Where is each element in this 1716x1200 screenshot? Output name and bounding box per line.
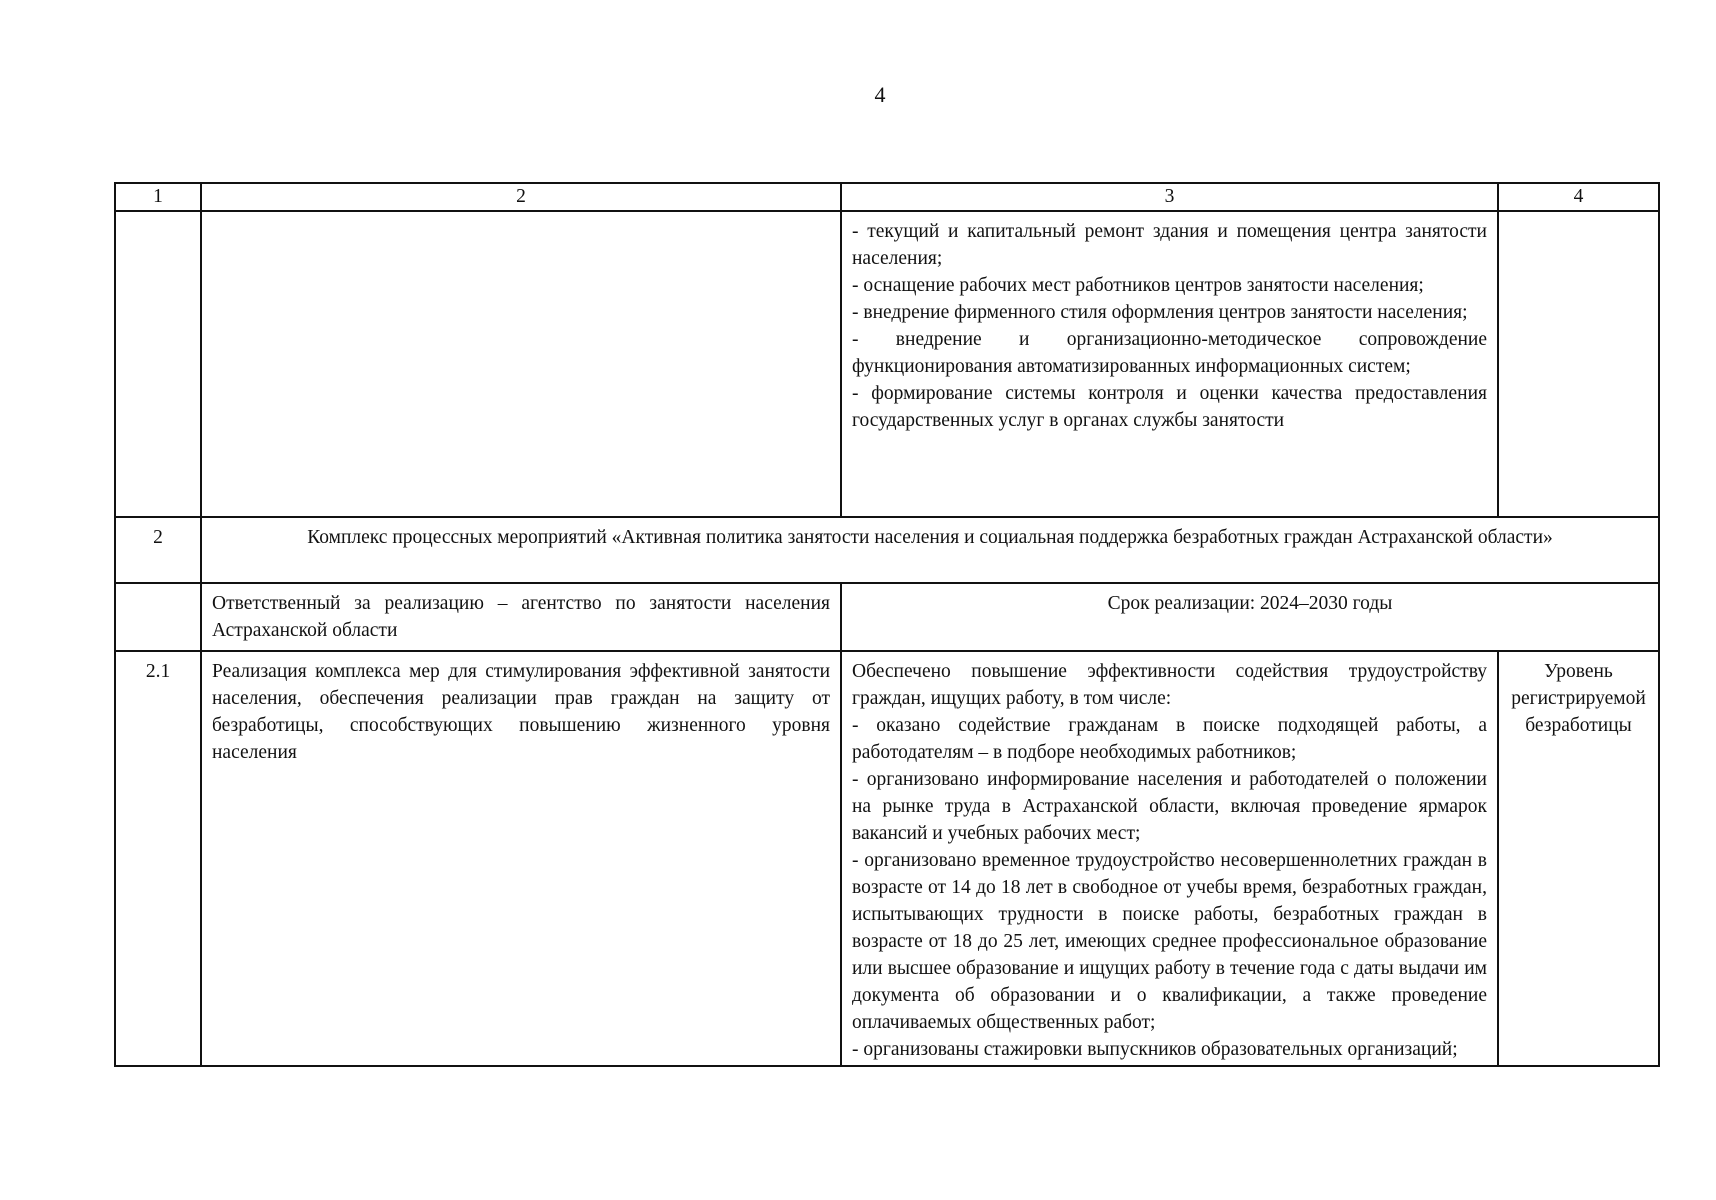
responsibility-row — [115, 583, 1659, 651]
result-item: - организовано временное трудоустройство несовершеннолетних граждан в возрасте от 14 до 18 лет в свободное от учебы время, безработных граждан, испытывающих трудности в поиске работы, безработных граждан в возрасте от 18 до 25 лет, имеющих среднее профессиональное образование или высшее образование и ищущих работу в течение года с даты выдачи им документа об образовании и о квалификации, а также проведение оплачиваемых общественных работ; — [852, 850, 1487, 1033]
column-number-2: 2 — [201, 183, 841, 211]
result-item: - организовано информирование населения и работодателей о положении на рынке труда в Астраханской области, включая проведение ярмарок вакансий и учебных рабочих мест; — [852, 769, 1487, 844]
result-item: - оказано содействие гражданам в поиске подходящей работы, а работодателям – в подборе необходимых работников; — [852, 715, 1487, 763]
results-intro: Обеспечено повышение эффективности содействия трудоустройству граждан, ищущих работу, в том числе: — [852, 661, 1487, 709]
page-number: 4 — [874, 82, 886, 107]
expected-results — [841, 651, 1498, 1066]
result-item: - организованы стажировки выпускников образовательных организаций; — [852, 1039, 1458, 1060]
measure-item: - внедрение и организационно-методическое сопровождение функционирования автоматизированных информационных систем; — [852, 329, 1487, 377]
responsible-party: Ответственный за реализацию – агентство по занятости населения Астраханской области — [201, 583, 841, 651]
measures-table — [114, 182, 1660, 1067]
column-number-3: 3 — [841, 183, 1498, 211]
measure-item: - текущий и капитальный ремонт здания и помещения центра занятости населения; — [852, 221, 1487, 269]
measure-item: - формирование системы контроля и оценки качества предоставления государственных услуг в органах службы занятости — [852, 383, 1487, 431]
table-row — [115, 651, 1659, 1066]
task-description: Реализация комплекса мер для стимулирования эффективной занятости населения, обеспечения реализации прав граждан на защиту от безработицы, способствующих повышению жизненного уровня населения — [201, 651, 841, 1066]
continuation-cell-2 — [201, 211, 841, 517]
indicator: Уровень регистрируемой безработицы — [1498, 651, 1659, 1066]
continuation-cell-4 — [1498, 211, 1659, 517]
column-number-row — [115, 183, 1659, 211]
implementation-deadline: Срок реализации: 2024–2030 годы — [841, 583, 1659, 651]
section-row — [115, 517, 1659, 583]
continuation-row — [115, 211, 1659, 517]
column-number-4: 4 — [1498, 183, 1659, 211]
section-title: Комплекс процессных мероприятий «Активная политика занятости населения и социальная поддержка безработных граждан Астраханской области» — [201, 517, 1659, 583]
continuation-cell-1 — [115, 211, 201, 517]
measure-item: - внедрение фирменного стиля оформления центров занятости населения; — [852, 302, 1468, 323]
row-number: 2.1 — [115, 651, 201, 1066]
column-number-1: 1 — [115, 183, 201, 211]
section-number: 2 — [115, 517, 201, 583]
responsibility-number-cell — [115, 583, 201, 651]
continuation-cell-3 — [841, 211, 1498, 517]
measure-item: - оснащение рабочих мест работников центров занятости населения; — [852, 275, 1424, 296]
